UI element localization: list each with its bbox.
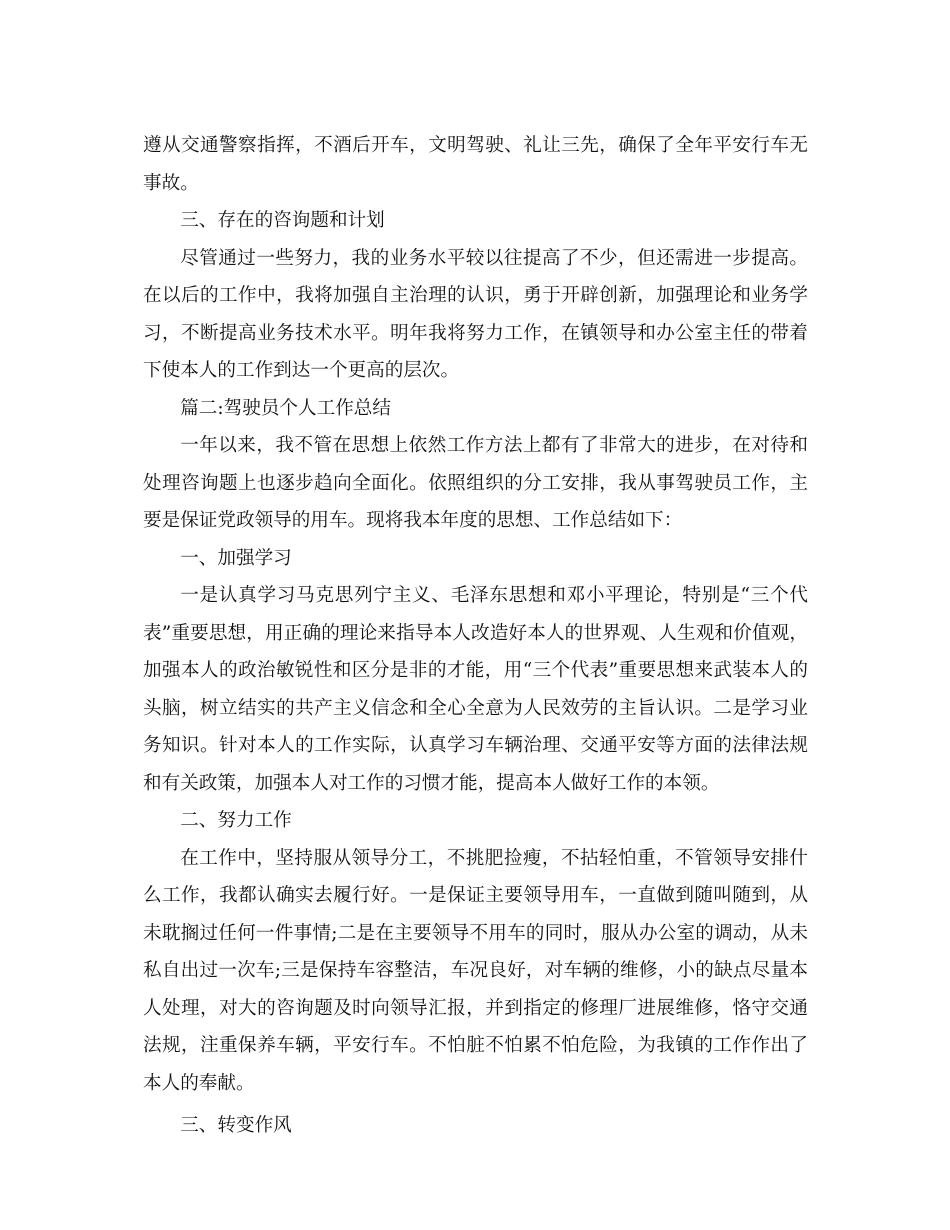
article-title-part-two: 篇二:驾驶员个人工作总结 [180,397,391,419]
section-heading-change-style: 三、转变作风 [180,1115,292,1136]
paragraph-continuation: 遵从交通警察指挥，不酒后开车，文明驾驶、礼让三先，确保了全年平安行车无事故。 [143,135,808,194]
paragraph-study: 一是认真学习马克思列宁主义、毛泽东思想和邓小平理论，特别是“三个代表”重要思想，用正确的理论来指导本人改造好本人的世界观、人生观和价值观，加强本人的政治敏锐性和区分是非的才能，用“三个代表”重要思想来武装本人的头脑，树立结实的共产主义信念和全心全意为人民效劳的主旨认识。二是学习业务知识。针对本人的工作实际，认真学习车辆治理、交通平安等方面的法律法规和有关政策，加强本人对工作的习惯才能，提高本人做好工作的本领。 [143,585,808,794]
paragraph-work-hard: 在工作中，坚持服从领导分工，不挑肥捡瘦，不拈轻怕重，不管领导安排什么工作，我都认确实去履行好。一是保证主要领导用车，一直做到随叫随到，从未耽搁过任何一件事情;二是在主要领导不用车的同时，服从办公室的调动，从未私自出过一次车;三是保持车容整洁，车况良好，对车辆的维修，小的缺点尽量本人处理，对大的咨询题及时向领导汇报，并到指定的修理厂进展维修，恪守交通法规，注重保养车辆，平安行车。不怕脏不怕累不怕危险，为我镇的工作作出了本人的奉献。 [143,847,808,1094]
section-heading-problems-plans: 三、存在的咨询题和计划 [180,210,385,231]
paragraph-intro: 一年以来，我不管在思想上依然工作方法上都有了非常大的进步，在对待和处理咨询题上也逐步趋向全面化。依照组织的分工安排，我从事驾驶员工作，主要是保证党政领导的用车。现将我本年度的思想、工作总结如下： [143,435,808,531]
document-body [143,127,808,1145]
section-heading-study: 一、加强学习 [180,547,292,569]
paragraph-problems-plans: 尽管通过一些努力，我的业务水平较以往提高了不少，但还需进一步提高。在以后的工作中，我将加强自主治理的认识，勇于开辟创新，加强理论和业务学习，不断提高业务技术水平。明年我将努力工作，在镇领导和办公室主任的带着下使本人的工作到达一个更高的层次。 [143,247,808,381]
section-heading-work-hard: 二、努力工作 [180,810,292,831]
